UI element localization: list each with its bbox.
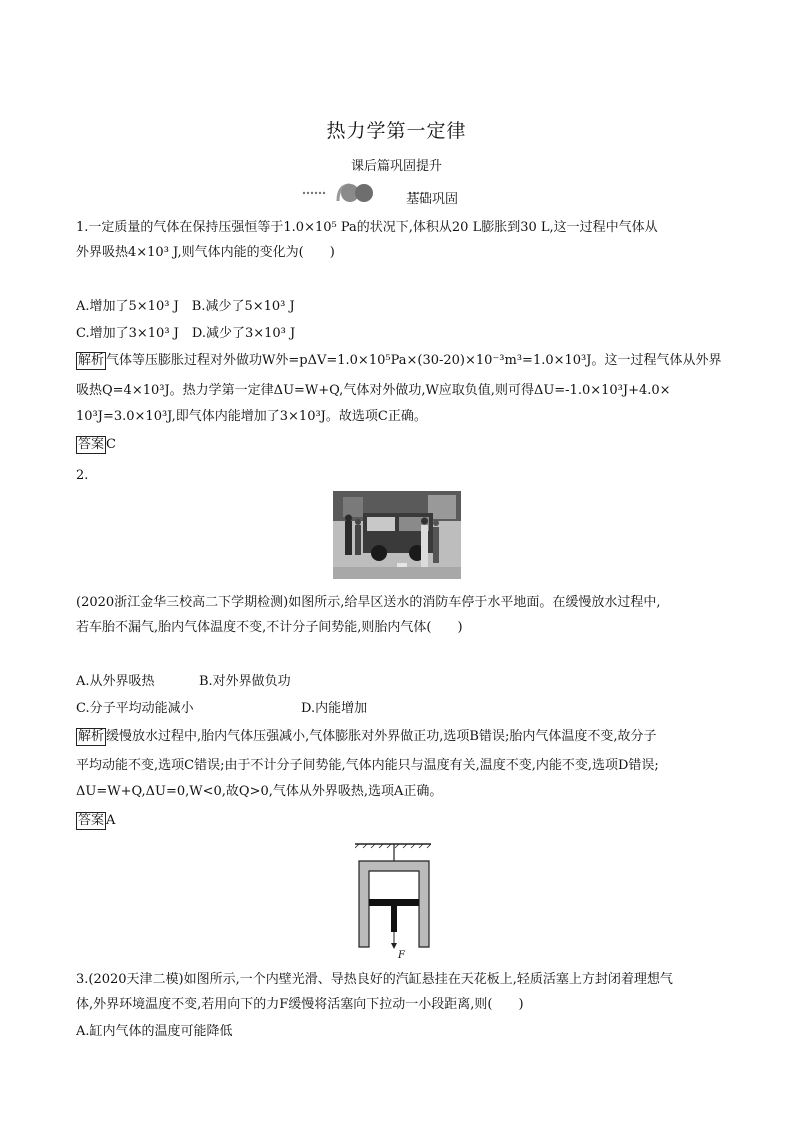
q2-option-d: D.内能增加 [301, 701, 368, 716]
page-title: 热力学第一定律 [326, 120, 467, 142]
section-title: 基础巩固 [406, 192, 459, 207]
answer-label: 答案 [78, 437, 105, 452]
q1-answer-value: C [106, 437, 116, 452]
answer-label: 答案 [78, 813, 105, 828]
q1-analysis-text1: 气体等压膨胀过程对外做功W外=pΔV=1.0×10⁵Pa×(30-20)×10⁻³m³=1.0×10³J。这一过程气体从外界 [106, 353, 722, 368]
q1-analysis-line1 [76, 351, 721, 371]
q3-stem-line2: 体,外界环境温度不变,若用向下的力F缓慢将活塞向下拉动一小段距离,则( ) [76, 997, 524, 1012]
q2-stem-line1: (2020浙江金华三校高二下学期检测)如图所示,给旱区送水的消防车停于水平地面。在缓慢放水过程中, [76, 595, 661, 610]
q1-answer [76, 435, 116, 455]
section-banner-decoration [298, 181, 498, 205]
q1-options-ab: A.增加了5×10³ J B.减少了5×10³ J [76, 299, 295, 314]
q2-answer [76, 811, 115, 831]
fire-truck-photo [333, 491, 461, 579]
q1-options-cd: C.增加了3×10³ J D.减少了3×10³ J [76, 326, 296, 341]
q3-stem-line1: 3.(2020天津二模)如图所示,一个内壁光滑、导热良好的汽缸悬挂在天花板上,轻质活塞上方封闭着理想气 [76, 972, 673, 987]
q2-option-c: C.分子平均动能减小 [76, 701, 194, 716]
q1-stem-line2: 外界吸热4×10³ J,则气体内能的变化为( ) [76, 245, 335, 260]
q1-stem-line1: 1.一定质量的气体在保持压强恒等于1.0×10⁵ Pa的状况下,体积从20 L膨胀到30 L,这一过程中气体从 [76, 220, 658, 235]
q2-option-a: A.从外界吸热 [76, 674, 155, 689]
q2-option-b: B.对外界做负功 [199, 674, 291, 689]
q2-analysis-text1: 缓慢放水过程中,胎内气体压强减小,气体膨胀对外界做正功,选项B错误;胎内气体温度不变,故分子 [106, 729, 657, 744]
q2-analysis-line1 [76, 727, 656, 747]
q2-analysis-line2: 平均动能不变,选项C错误;由于不计分子间势能,气体内能只与温度有关,温度不变,内能不变,选项D错误; [76, 758, 659, 773]
q2-stem-line2: 若车胎不漏气,胎内气体温度不变,不计分子间势能,则胎内气体( ) [76, 620, 463, 635]
q1-analysis-line3: 10³J=3.0×10³J,即气体内能增加了3×10³J。故选项C正确。 [76, 409, 427, 424]
analysis-label: 解析 [78, 729, 105, 744]
q1-analysis-line2: 吸热Q=4×10³J。热力学第一定律ΔU=W+Q,气体对外做功,W应取负值,则可得ΔU=-1.0×10³J+4.0× [76, 383, 671, 398]
hanging-cylinder-diagram [355, 843, 431, 961]
q2-answer-value: A [106, 813, 116, 828]
page-subtitle: 课后篇巩固提升 [350, 159, 442, 174]
analysis-label: 解析 [78, 353, 105, 368]
force-label: F [398, 950, 405, 961]
q2-analysis-line3: ΔU=W+Q,ΔU=0,W<0,故Q>0,气体从外界吸热,选项A正确。 [76, 784, 443, 799]
q3-option-a: A.缸内气体的温度可能降低 [76, 1024, 233, 1039]
q2-number: 2. [76, 468, 89, 483]
